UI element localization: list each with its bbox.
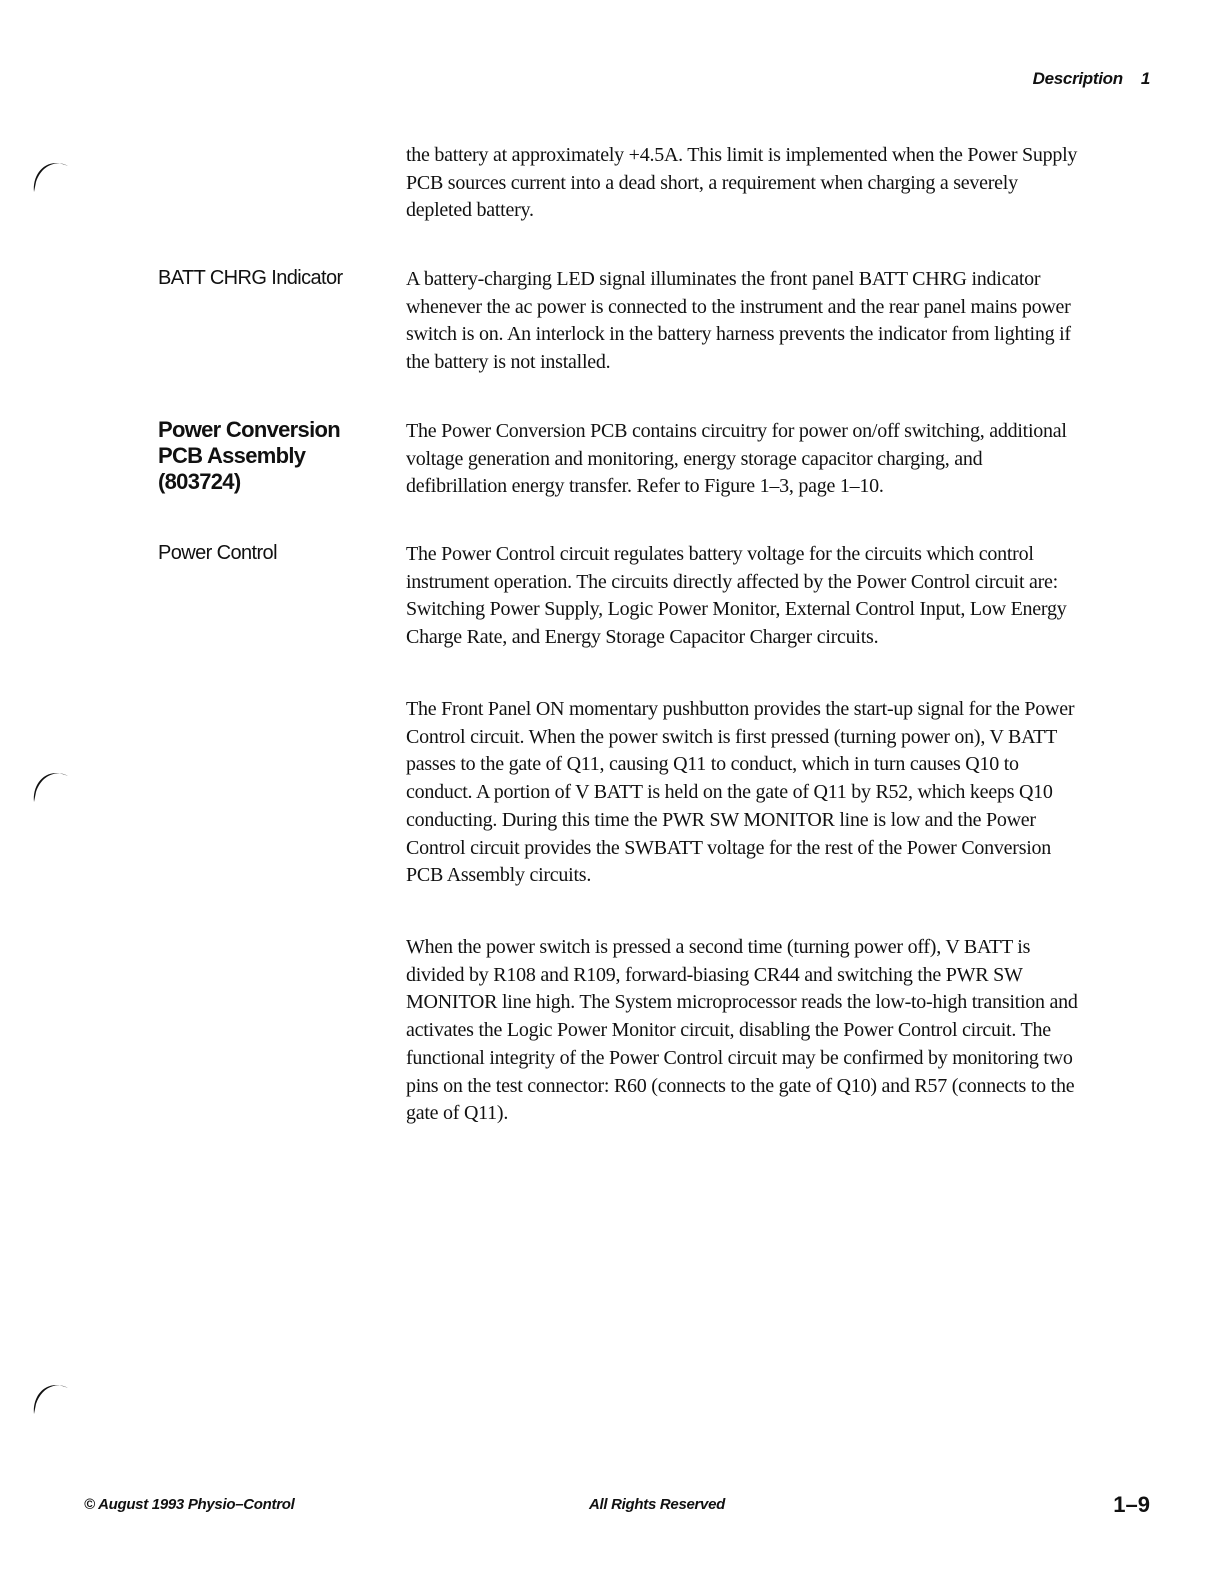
running-header bbox=[1033, 69, 1150, 89]
side-heading-line: (803724) bbox=[158, 469, 241, 494]
binder-hole-mark bbox=[28, 152, 72, 196]
side-heading-power-conversion bbox=[158, 417, 368, 495]
paragraph-power-control: The Power Control circuit regulates battery voltage for the circuits which control instrument operation. The circuits directly affected by the Power Control circuit are: Switching Power Supply, Logic Power Monitor, External Control Input, Low Energy Charge Rate, and Energy Storage Capacitor Charger circuits. bbox=[406, 543, 1067, 649]
paragraph-batt-chrg: A battery-charging LED signal illuminates the front panel BATT CHRG indicator whenever the ac power is connected to the instrument and the rear panel mains power switch is on. An interlock in the battery harness prevents the indicator from lighting if the battery is not installed. bbox=[406, 268, 1071, 374]
page-number: 1–9 bbox=[1113, 1492, 1150, 1517]
header-section: Description bbox=[1032, 69, 1123, 88]
side-heading-batt-chrg: BATT CHRG Indicator bbox=[158, 267, 343, 289]
binder-hole-mark bbox=[28, 762, 72, 806]
paragraph-power-off: When the power switch is pressed a second time (turning power off), V BATT is divided by R108 and R109, forward-biasing CR44 and switching the PWR SW MONITOR line high. The System microprocessor reads the low-to-high transition and activates the Logic Power Monitor circuit, disabling the Power Control circuit. The functional integrity of the Power Control circuit may be confirmed by monitoring two pins on the test connector: R60 (connects to the gate of Q10) and R57 (connects to the gate of Q11). bbox=[406, 936, 1078, 1125]
side-heading-power-control: Power Control bbox=[158, 542, 277, 564]
paragraph-battery-limit: the battery at approximately +4.5A. This limit is implemented when the Power Supply PCB sources current into a dead short, a requirement when charging a severely depleted battery. bbox=[406, 144, 1078, 222]
paragraph-front-panel-on: The Front Panel ON momentary pushbutton provides the start-up signal for the Power Control circuit. When the power switch is first pressed (turning power on), V BATT passes to the gate of Q11, causing Q11 to conduct, which in turn causes Q10 to conduct. A portion of V BATT is held on the gate of Q11 by R52, which keeps Q10 conducting. During this time the PWR SW MONITOR line is low and the Power Control circuit provides the SWBATT voltage for the rest of the Power Conversion PCB Assembly circuits. bbox=[406, 698, 1075, 887]
footer-rights: All Rights Reserved bbox=[589, 1496, 726, 1513]
binder-hole-mark bbox=[28, 1374, 72, 1418]
footer-copyright: © August 1993 Physio–Control bbox=[84, 1496, 295, 1513]
side-heading-line: Power Conversion bbox=[158, 417, 340, 442]
side-heading-line: PCB Assembly bbox=[158, 443, 306, 468]
paragraph-power-conversion: The Power Conversion PCB contains circuitry for power on/off switching, additional voltage generation and monitoring, energy storage capacitor charging, and defibrillation energy transfer. Refer to Figure 1–3, page 1–10. bbox=[406, 420, 1067, 498]
header-chapter: 1 bbox=[1140, 69, 1150, 88]
